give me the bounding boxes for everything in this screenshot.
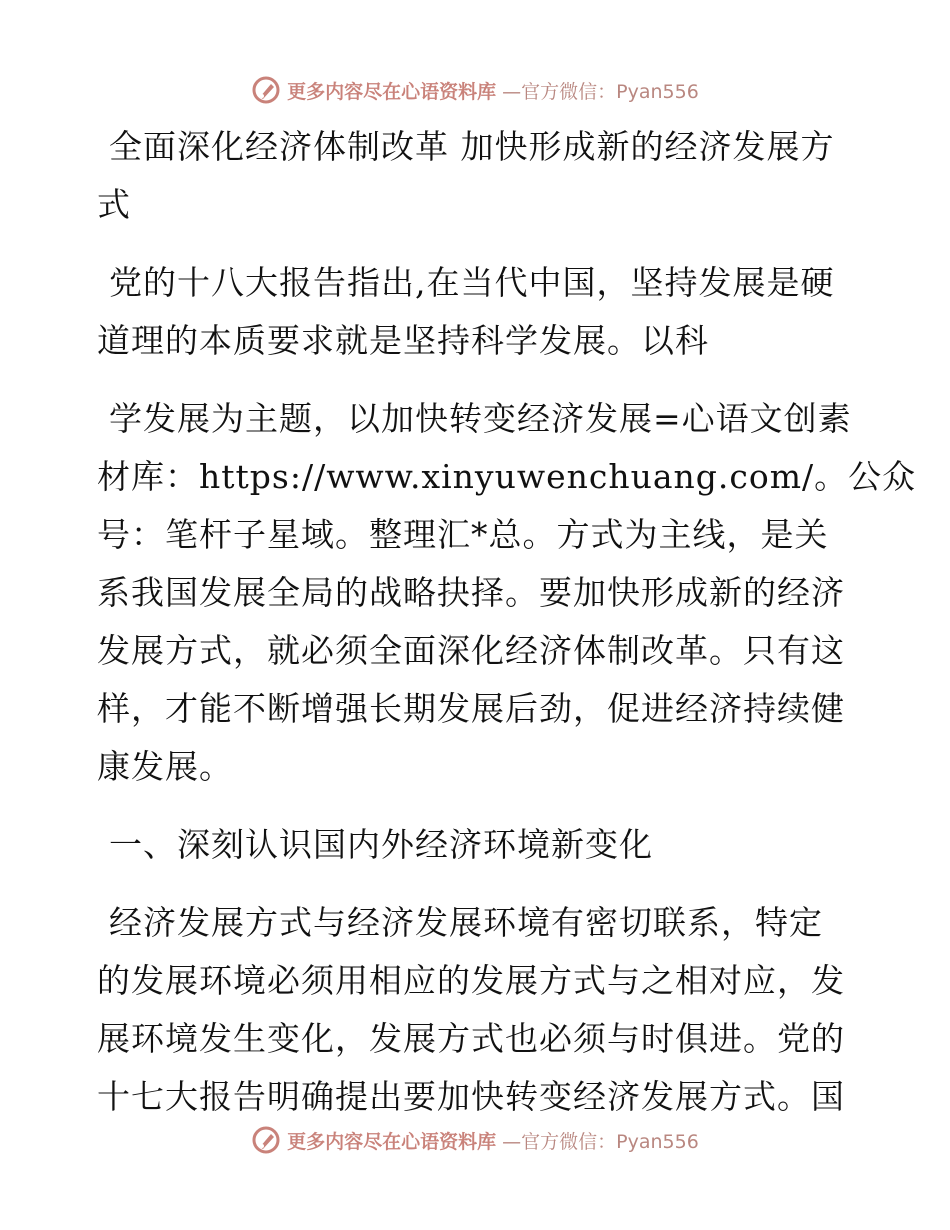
footer-watermark [0,1122,950,1158]
section-line: 的发展环境必须用相应的发展方式与之相对应，发 [97,961,845,1000]
intro-line: 党的十八大报告指出,在当代中国，坚持发展是硬 [109,263,835,302]
footer-watermark-contact-text: —官方微信：Pyan556 [502,1130,699,1153]
section-line: 经济发展方式与经济发展环境有密切联系，特定 [109,903,823,942]
header-watermark [0,72,950,108]
section-line: 展环境发生变化，发展方式也必须与时俱进。党的 [97,1019,845,1058]
intro-line: 道理的本质要求就是坚持科学发展。以科 [97,321,709,360]
document-title [97,118,857,234]
footer-watermark-main-text: 更多内容尽在心语资料库 [287,1130,497,1153]
intro-paragraph [97,254,857,370]
header-watermark-contact-text: —官方微信：Pyan556 [502,80,699,103]
document-body [97,118,917,1146]
quill-logo-icon [251,1125,281,1155]
body-line: 样，才能不断增强长期发展后劲，促进经济持续健 [97,689,845,728]
body-line: 材库：https://www.xinyuwenchuang.com/。公众 [97,457,917,496]
section-heading-text: 一、深刻认识国内外经济环境新变化 [109,825,653,864]
body-line: 康发展。 [97,747,233,786]
body-paragraph [97,390,917,796]
header-watermark-main-text: 更多内容尽在心语资料库 [287,80,497,103]
body-line: 学发展为主题，以加快转变经济发展=心语文创素 [109,399,852,438]
body-line: 系我国发展全局的战略抉择。要加快形成新的经济 [97,573,845,612]
section-line: 十七大报告明确提出要加快转变经济发展方式。国 [97,1077,845,1116]
body-line: 发展方式，就必须全面深化经济体制改革。只有这 [97,631,845,670]
body-line: 号：笔杆子星域。整理汇*总。方式为主线，是关 [97,515,829,554]
title-line: 全面深化经济体制改革 加快形成新的经济发展方 [109,127,835,166]
quill-logo-icon [251,75,281,105]
title-line: 式 [97,185,131,224]
section-heading [97,816,857,874]
section-paragraph [97,894,857,1126]
